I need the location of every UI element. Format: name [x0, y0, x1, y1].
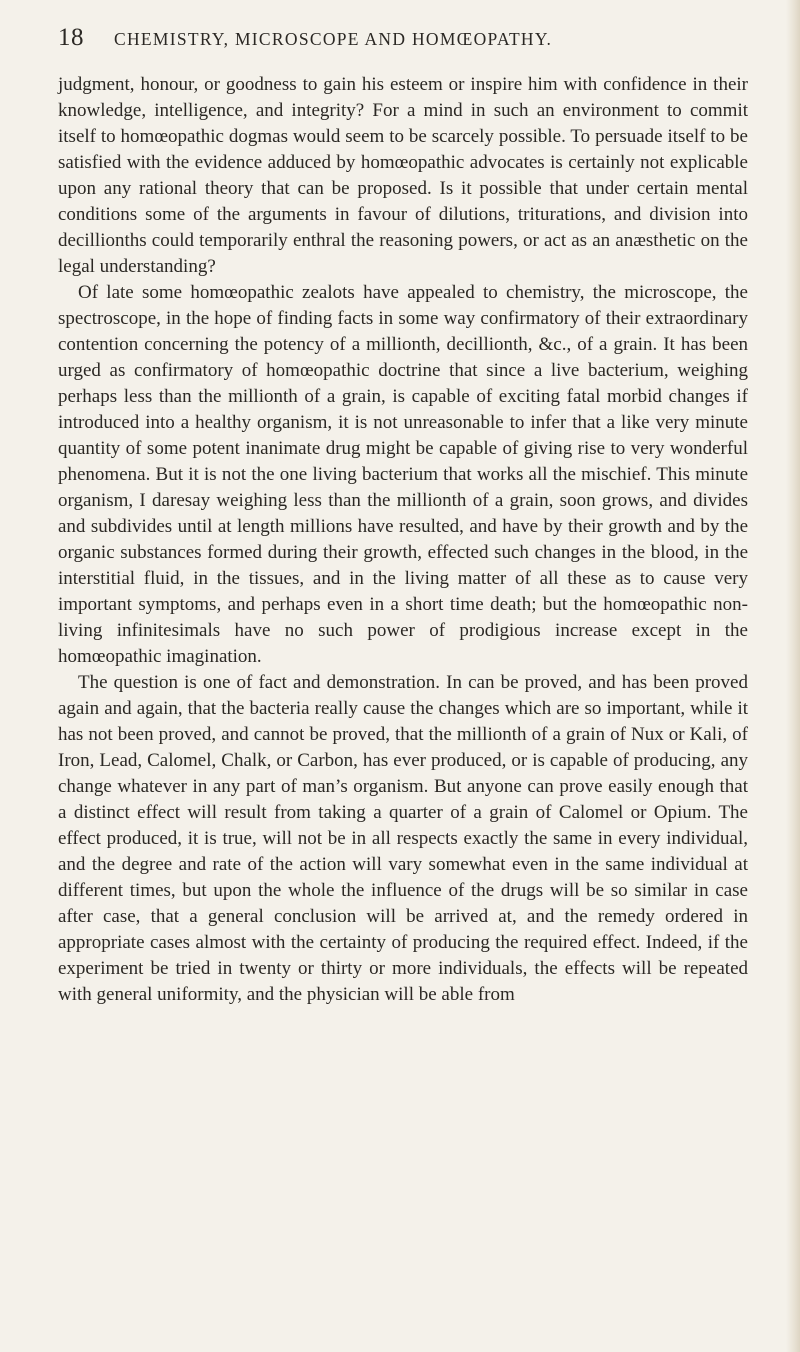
body-text	[58, 72, 748, 1008]
running-title: CHEMISTRY, MICROSCOPE AND HOMŒOPATHY.	[114, 29, 553, 49]
running-header	[58, 24, 748, 58]
paragraph: The question is one of fact and demonstration. In can be proved, and has been proved again and again, that the bacteria really cause the changes which are so important, while it has not been proved, and cannot be proved, that the millionth of a grain of Nux or Kali, of Iron, Lead, Calomel, Chalk, or Carbon, has ever produced, or is capable of producing, any change whatever in any part of man’s organism. But anyone can prove easily enough that a distinct effect will result from taking a quarter of a grain of Calomel or Opium. The effect produced, it is true, will not be in all respects exactly the same in every individual, and the degree and rate of the action will vary somewhat even in the same individual at different times, but upon the whole the influence of the drugs will be so similar in case after case, that a general conclusion will be arrived at, and the remedy ordered in appropriate cases almost with the certainty of producing the required effect. Indeed, if the experiment be tried in twenty or thirty or more individuals, the effects will be repeated with general uniformity, and the physician will be able from	[58, 672, 748, 1005]
book-page	[58, 24, 748, 1008]
paragraph-continued: judgment, honour, or goodness to gain his esteem or inspire him with confidence in their knowledge, intelligence, and integrity? For a mind in such an environment to commit itself to homœopathic dogmas would seem to be scarcely possible. To persuade itself to be satisfied with the evidence adduced by homœopathic advocates is certainly not explicable upon any rational theory that can be proposed. Is it possible that under certain mental conditions some of the arguments in favour of dilutions, triturations, and division into decillionths could temporarily enthral the reasoning powers, or act as an anæsthetic on the legal understanding?	[58, 74, 748, 277]
page-edge-shadow	[786, 0, 800, 1352]
paragraph: Of late some homœopathic zealots have appealed to chemistry, the microscope, the spectroscope, in the hope of finding facts in some way confirmatory of their extraordinary contention concerning the potency of a millionth, decillionth, &c., of a grain. It has been urged as confirmatory of homœopathic doctrine that since a live bacterium, weighing perhaps less than the millionth of a grain, is capable of exciting fatal morbid changes if introduced into a healthy organism, it is not unreasonable to infer that a like very minute quantity of some potent inanimate drug might be capable of giving rise to very wonderful phenomena. But it is not the one living bacterium that works all the mischief. This minute organism, I daresay weighing less than the millionth of a grain, soon grows, and divides and subdivides until at length millions have resulted, and have by their growth and by the organic substances formed during their growth, effected such changes in the blood, in the interstitial fluid, in the tissues, and in the living matter of all these as to cause very important symptoms, and perhaps even in a short time death; but the homœopathic non-living infinitesimals have no such power of prodigious increase except in the homœopathic imagination.	[58, 282, 748, 667]
page-number: 18	[58, 24, 84, 51]
